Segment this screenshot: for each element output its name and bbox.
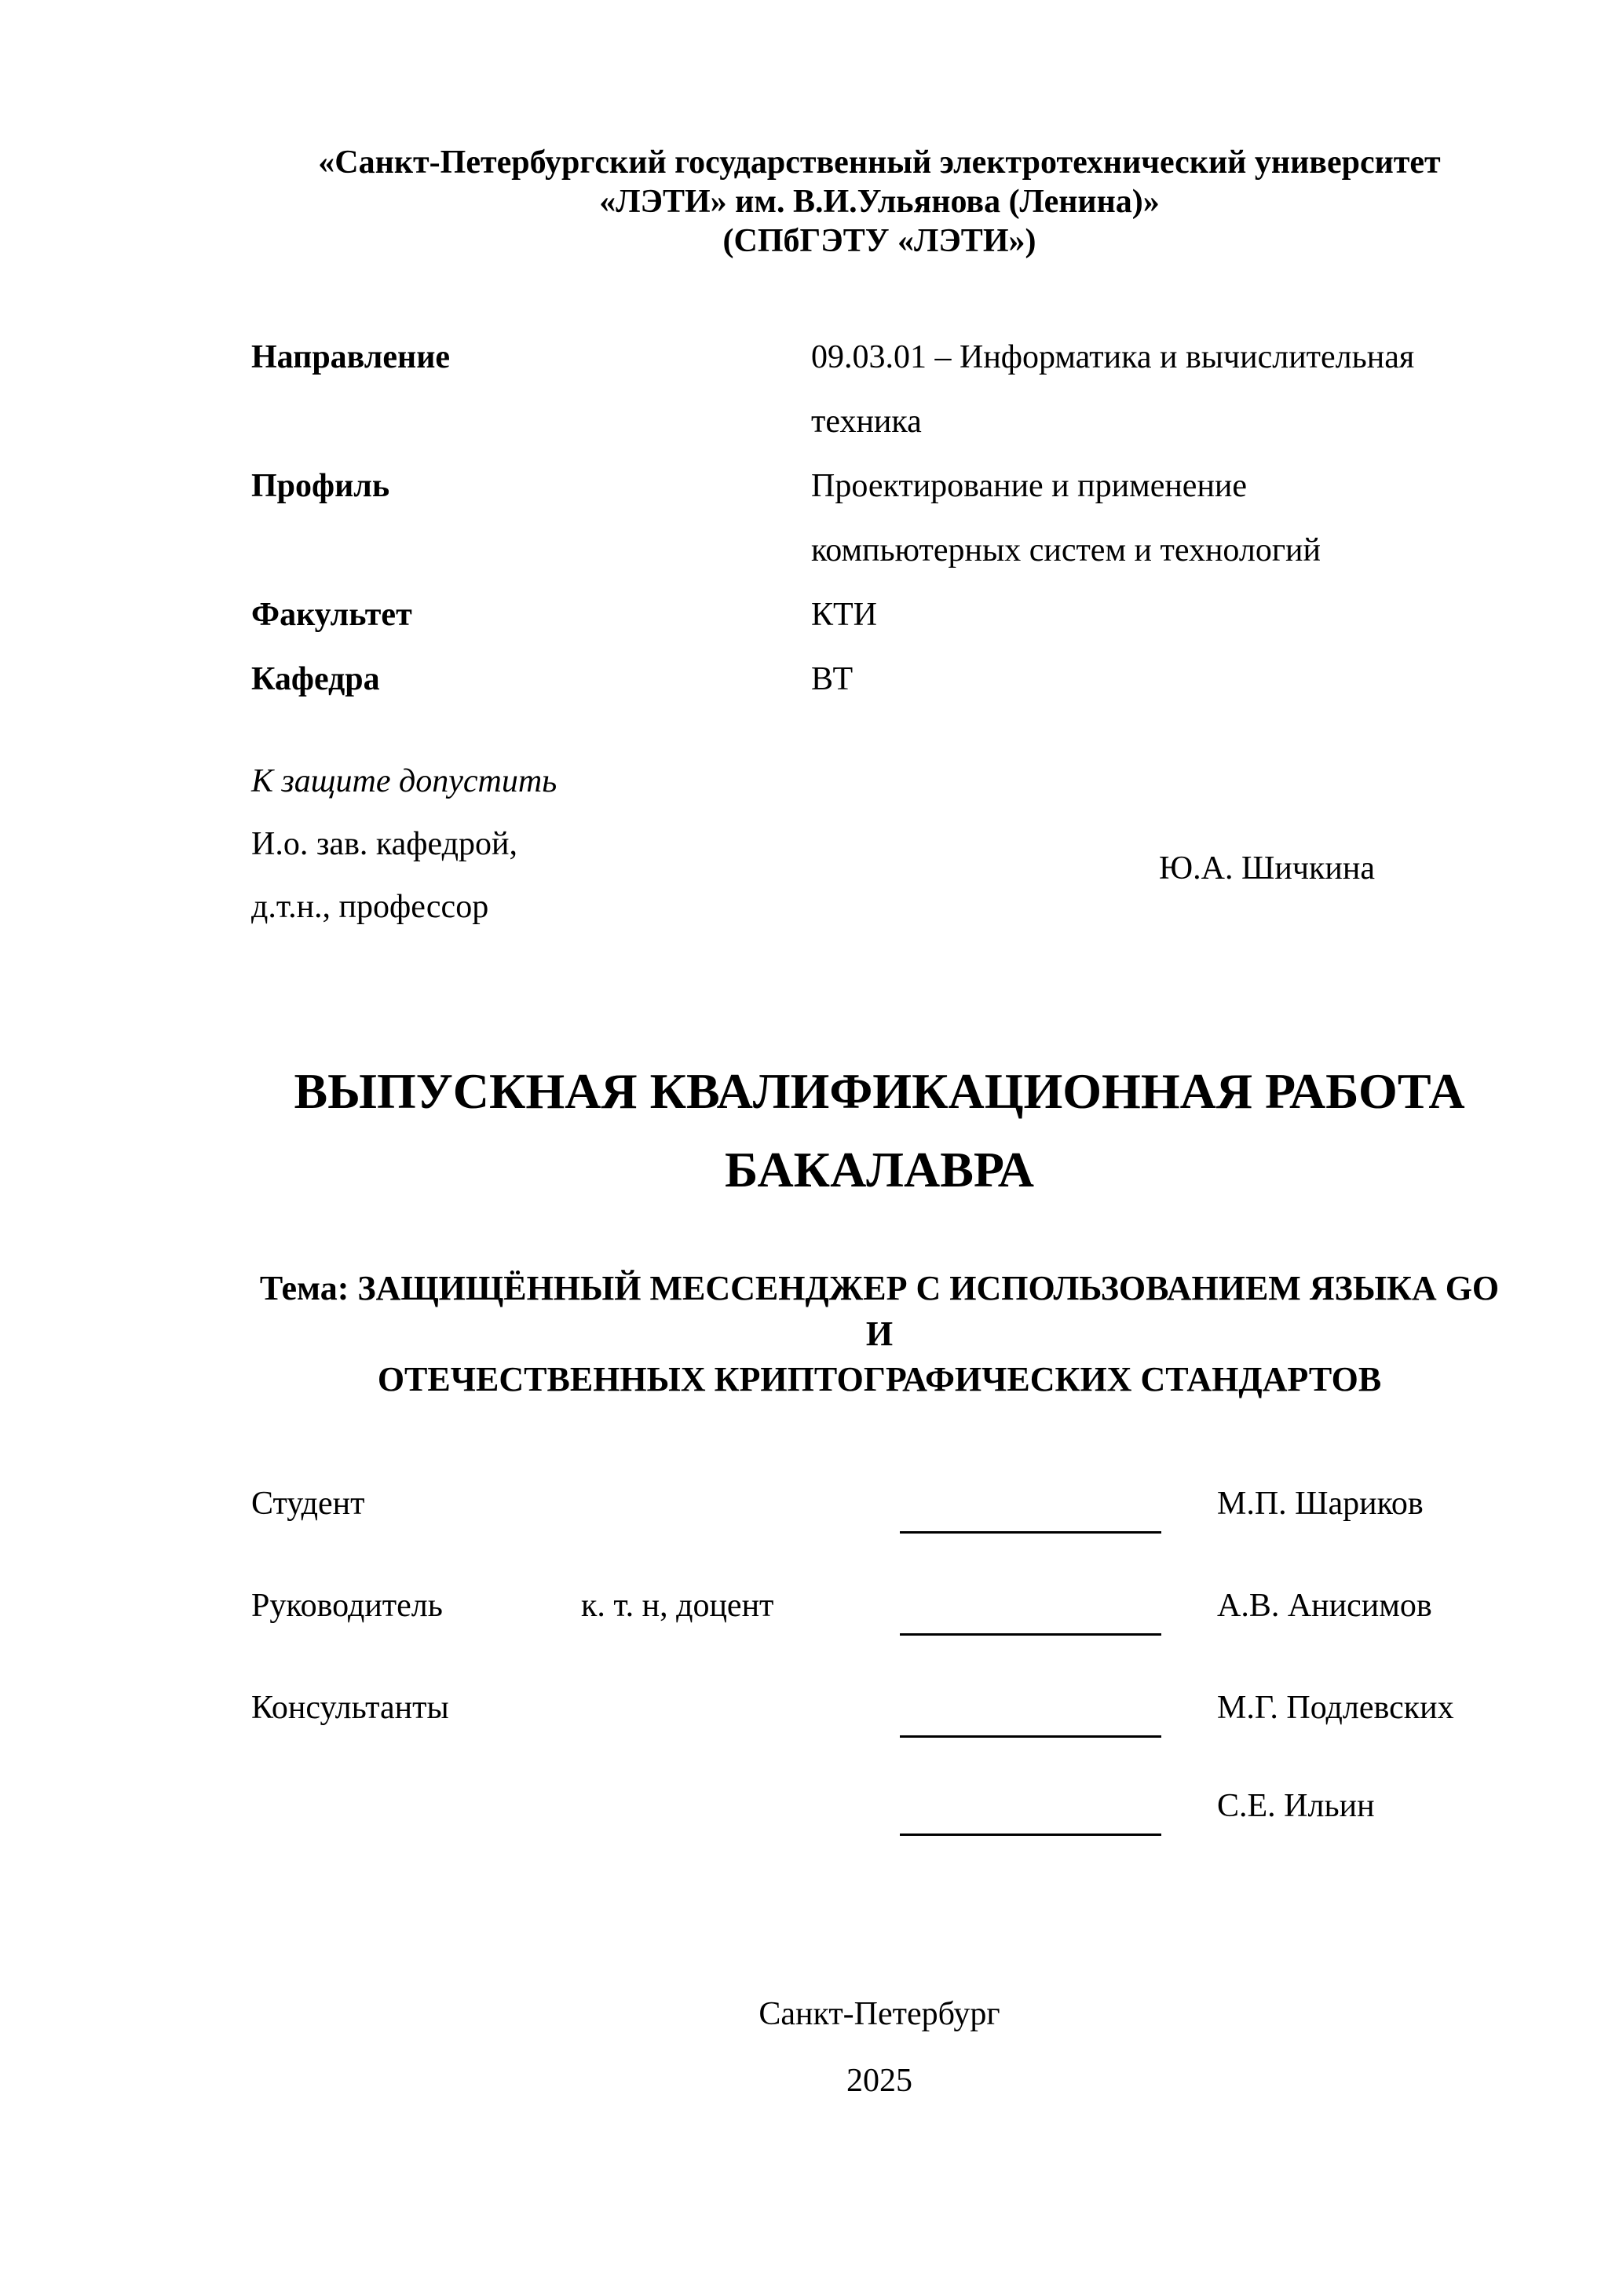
- signature-role: Консультанты: [251, 1690, 449, 1726]
- detail-value: [811, 454, 1508, 583]
- signature-role: Руководитель: [251, 1588, 443, 1624]
- detail-row-direction: [251, 325, 1508, 454]
- signature-line: [900, 1834, 1161, 1836]
- thesis-theme: [251, 1266, 1508, 1402]
- footer-year: 2025: [846, 2063, 912, 2099]
- signature-line: [900, 1735, 1161, 1738]
- footer-city: Санкт-Петербург: [758, 1996, 1000, 2032]
- signature-name: М.П. Шариков: [1217, 1486, 1424, 1522]
- approval-admit-line: К защите допустить: [251, 763, 557, 799]
- page-footer: [251, 1981, 1508, 2115]
- detail-value: [811, 647, 1508, 711]
- detail-label: Направление: [251, 339, 451, 375]
- work-title-line-1: ВЫПУСКНАЯ КВАЛИФИКАЦИОННАЯ РАБОТА: [294, 1063, 1465, 1119]
- signature-line: [900, 1633, 1161, 1636]
- approval-position-line-2: д.т.н., профессор: [251, 889, 489, 925]
- detail-value-line: компьютерных систем и технологий: [811, 532, 1321, 569]
- signature-row-student: [251, 1484, 1508, 1541]
- approval-block: [251, 750, 1508, 938]
- program-details: [251, 325, 1508, 711]
- detail-label: Кафедра: [251, 661, 380, 697]
- signature-qualification: к. т. н, доцент: [581, 1588, 774, 1624]
- signature-line: [900, 1531, 1161, 1534]
- thesis-theme-line-1: Тема: ЗАЩИЩЁННЫЙ МЕССЕНДЖЕР С ИСПОЛЬЗОВАНИЕМ ЯЗЫКА GO И: [259, 1269, 1500, 1353]
- detail-row-profile: [251, 454, 1508, 583]
- approver-name: Ю.А. Шичкина: [1159, 850, 1375, 887]
- approval-position-line-1: И.о. зав. кафедрой,: [251, 826, 517, 862]
- university-header-line-3: (СПбГЭТУ «ЛЭТИ»): [722, 223, 1036, 259]
- university-header-line-2: «ЛЭТИ» им. В.И.Ульянова (Ленина)»: [599, 184, 1160, 220]
- university-header-line-1: «Санкт-Петербургский государственный электротехнический университет: [318, 144, 1441, 181]
- signature-row-consultant-2: [251, 1786, 1508, 1843]
- work-title: [251, 1052, 1508, 1209]
- work-title-line-2: БАКАЛАВРА: [724, 1142, 1035, 1197]
- signature-row-supervisor: [251, 1586, 1508, 1643]
- detail-value: [811, 583, 1508, 647]
- detail-value-line: техника: [811, 404, 922, 440]
- signature-name: А.В. Анисимов: [1217, 1588, 1432, 1624]
- signature-name: М.Г. Подлевских: [1217, 1690, 1454, 1726]
- university-header: [251, 143, 1508, 261]
- detail-value: [811, 325, 1508, 454]
- detail-value-line: Проектирование и применение: [811, 468, 1248, 504]
- page-content: [251, 0, 1508, 2296]
- detail-value-line: 09.03.01 – Информатика и вычислительная: [811, 339, 1415, 375]
- thesis-theme-line-2: ОТЕЧЕСТВЕННЫХ КРИПТОГРАФИЧЕСКИХ СТАНДАРТОВ: [377, 1360, 1382, 1398]
- detail-value-line: ВТ: [811, 661, 854, 697]
- detail-row-faculty: [251, 583, 1508, 647]
- signature-row-consultant-1: [251, 1688, 1508, 1745]
- signature-role: Студент: [251, 1486, 365, 1522]
- detail-value-line: КТИ: [811, 597, 877, 633]
- detail-label: Факультет: [251, 597, 412, 633]
- signature-name: С.Е. Ильин: [1217, 1788, 1375, 1824]
- detail-row-department: [251, 647, 1508, 711]
- detail-label: Профиль: [251, 468, 390, 504]
